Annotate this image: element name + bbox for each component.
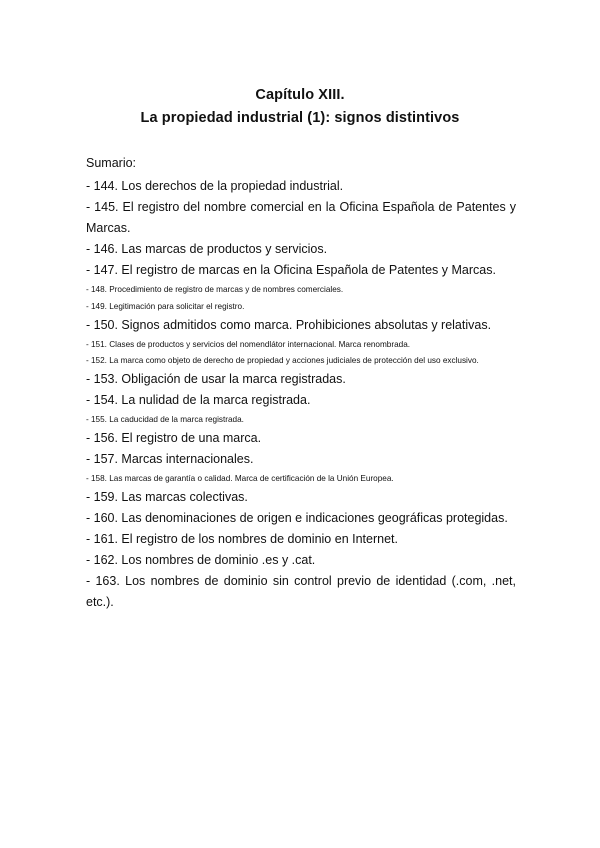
summary-item-159: - 159. Las marcas colectivas. — [86, 490, 248, 504]
summary-item-147: - 147. El registro de marcas en la Oficina Española de Patentes y Marcas. — [86, 263, 496, 277]
chapter-subtitle: La propiedad industrial (1): signos distintivos — [140, 110, 460, 126]
summary-item-152: - 152. La marca como objeto de derecho de propiedad y acciones judiciales de protección del uso exclusivo. — [86, 356, 479, 365]
summary-item-151: - 151. Clases de productos y servicios del nomendlátor internacional. Marca renombrada. — [86, 340, 411, 349]
summary-item-154: - 154. La nulidad de la marca registrada. — [86, 393, 311, 407]
summary-item-148: - 148. Procedimiento de registro de marcas y de nombres comerciales. — [86, 285, 344, 294]
summary-item-153: - 153. Obligación de usar la marca registradas. — [86, 372, 346, 386]
summary-item-156: - 156. El registro de una marca. — [86, 431, 262, 445]
summary-item-161: - 161. El registro de los nombres de dominio en Internet. — [86, 532, 398, 546]
summary-item-162: - 162. Los nombres de dominio .es y .cat. — [86, 553, 316, 567]
summary-item-155: - 155. La caducidad de la marca registrada. — [86, 415, 244, 424]
summary-item-144: - 144. Los derechos de la propiedad industrial. — [86, 179, 344, 193]
summary-label: Sumario: — [86, 156, 137, 170]
chapter-title: Capítulo XIII. — [255, 87, 345, 103]
summary-item-160: - 160. Las denominaciones de origen e indicaciones geográficas protegidas. — [86, 511, 508, 525]
summary-item-150: - 150. Signos admitidos como marca. Prohibiciones absolutas y relativas. — [86, 318, 492, 332]
summary-item-146: - 146. Las marcas de productos y servicios. — [86, 242, 328, 256]
summary-item-157: - 157. Marcas internacionales. — [86, 452, 254, 466]
summary-item-149: - 149. Legitimación para solicitar el registro. — [86, 302, 245, 311]
summary-section — [86, 155, 516, 613]
summary-item-163: - 163. Los nombres de dominio sin control previo de identidad (.com, .net, etc.). — [86, 574, 516, 609]
summary-item-158: - 158. Las marcas de garantía o calidad. Marca de certificación de la Unión Europea. — [86, 474, 394, 483]
summary-item-145: - 145. El registro del nombre comercial en la Oficina Española de Patentes y Marcas. — [86, 200, 516, 235]
